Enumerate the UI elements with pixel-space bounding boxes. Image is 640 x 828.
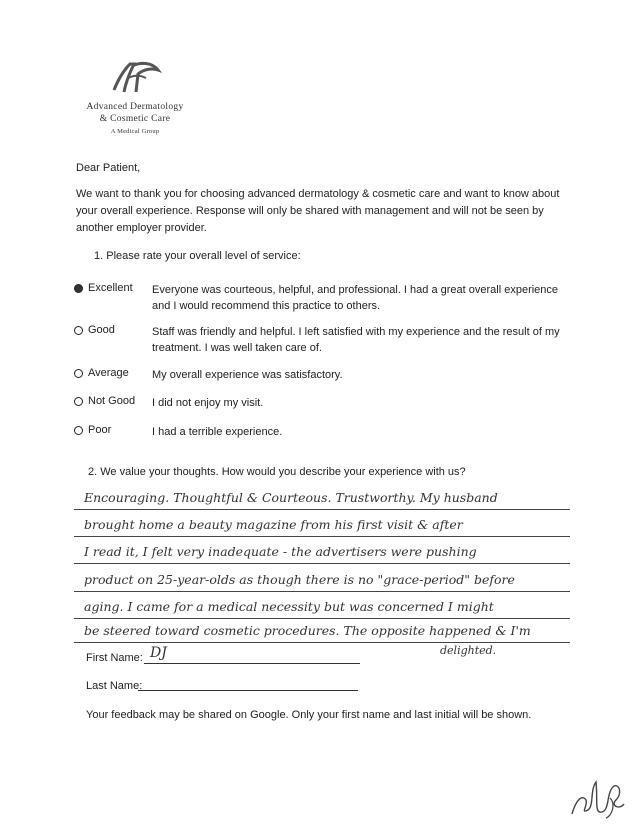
logo-line-3: A Medical Group bbox=[110, 128, 160, 135]
handwritten-initials-icon bbox=[566, 770, 628, 822]
handwritten-answer-line: delighted. bbox=[440, 644, 497, 657]
option-description: Everyone was courteous, helpful, and professional. I had a great overall experience and I would recommend this practice to others. bbox=[152, 284, 559, 312]
logo-line-2: & Cosmetic Care bbox=[99, 114, 171, 124]
handwritten-answer-line: product on 25-year-olds as though there is no "grace-period" before bbox=[84, 572, 515, 587]
greeting: Dear Patient, bbox=[76, 162, 141, 174]
radio-empty-icon[interactable] bbox=[74, 397, 83, 406]
question-2-title: 2. We value your thoughts. How would you describe your experience with us? bbox=[88, 466, 466, 478]
last-name-field[interactable] bbox=[138, 674, 358, 691]
option-description: My overall experience was satisfactory. bbox=[152, 369, 343, 381]
option-label: Average bbox=[88, 367, 129, 379]
rating-option-poor[interactable] bbox=[74, 424, 564, 458]
question-1-title: 1. Please rate your overall level of service: bbox=[94, 250, 301, 262]
answer-rule bbox=[74, 618, 570, 619]
option-label: Good bbox=[88, 324, 115, 336]
rating-option-good[interactable] bbox=[74, 324, 564, 358]
footer-note: Your feedback may be shared on Google. Only your first name and last initial will be shown. bbox=[86, 709, 532, 721]
radio-selected-icon[interactable] bbox=[74, 284, 83, 293]
radio-empty-icon[interactable] bbox=[74, 369, 83, 378]
first-name-value: DJ bbox=[150, 645, 167, 661]
option-description: I did not enjoy my visit. bbox=[152, 397, 264, 409]
first-name-field[interactable] bbox=[144, 645, 360, 664]
handwritten-answer-line: Encouraging. Thoughtful & Courteous. Trustworthy. My husband bbox=[84, 490, 498, 505]
intro-paragraph: We want to thank you for choosing advanced dermatology & cosmetic care and want to know about your overall experience. Response will only be shared with management and will not be seen by another employer provider. bbox=[76, 188, 560, 234]
radio-empty-icon[interactable] bbox=[74, 426, 83, 435]
last-name-label: Last Name: bbox=[86, 680, 143, 692]
answer-rule bbox=[74, 563, 570, 564]
handwritten-answer-line: I read it, I felt very inadequate - the advertisers were pushing bbox=[84, 544, 477, 559]
first-name-label: First Name: bbox=[86, 652, 143, 664]
handwritten-answer-line: brought home a beauty magazine from his first visit & after bbox=[84, 517, 463, 532]
option-label: Not Good bbox=[88, 395, 136, 407]
option-label: Excellent bbox=[88, 282, 133, 294]
rating-option-excellent[interactable] bbox=[74, 282, 564, 316]
answer-rule bbox=[74, 536, 570, 537]
radio-empty-icon[interactable] bbox=[74, 326, 83, 335]
handwritten-answer-line: aging. I came for a medical necessity but was concerned I might bbox=[84, 599, 494, 614]
ad-monogram-icon bbox=[108, 60, 164, 96]
logo-line-1: Advanced Dermatology bbox=[86, 102, 184, 112]
option-description: Staff was friendly and helpful. I left satisfied with my experience and the result of my treatment. I was well taken care of. bbox=[152, 326, 560, 354]
option-label: Poor bbox=[88, 424, 112, 436]
answer-rule bbox=[74, 642, 570, 643]
answer-rule bbox=[74, 591, 570, 592]
answer-rule bbox=[74, 509, 570, 510]
handwritten-answer-line: be steered toward cosmetic procedures. The opposite happened & I'm bbox=[84, 623, 531, 638]
option-description: I had a terrible experience. bbox=[152, 426, 283, 438]
